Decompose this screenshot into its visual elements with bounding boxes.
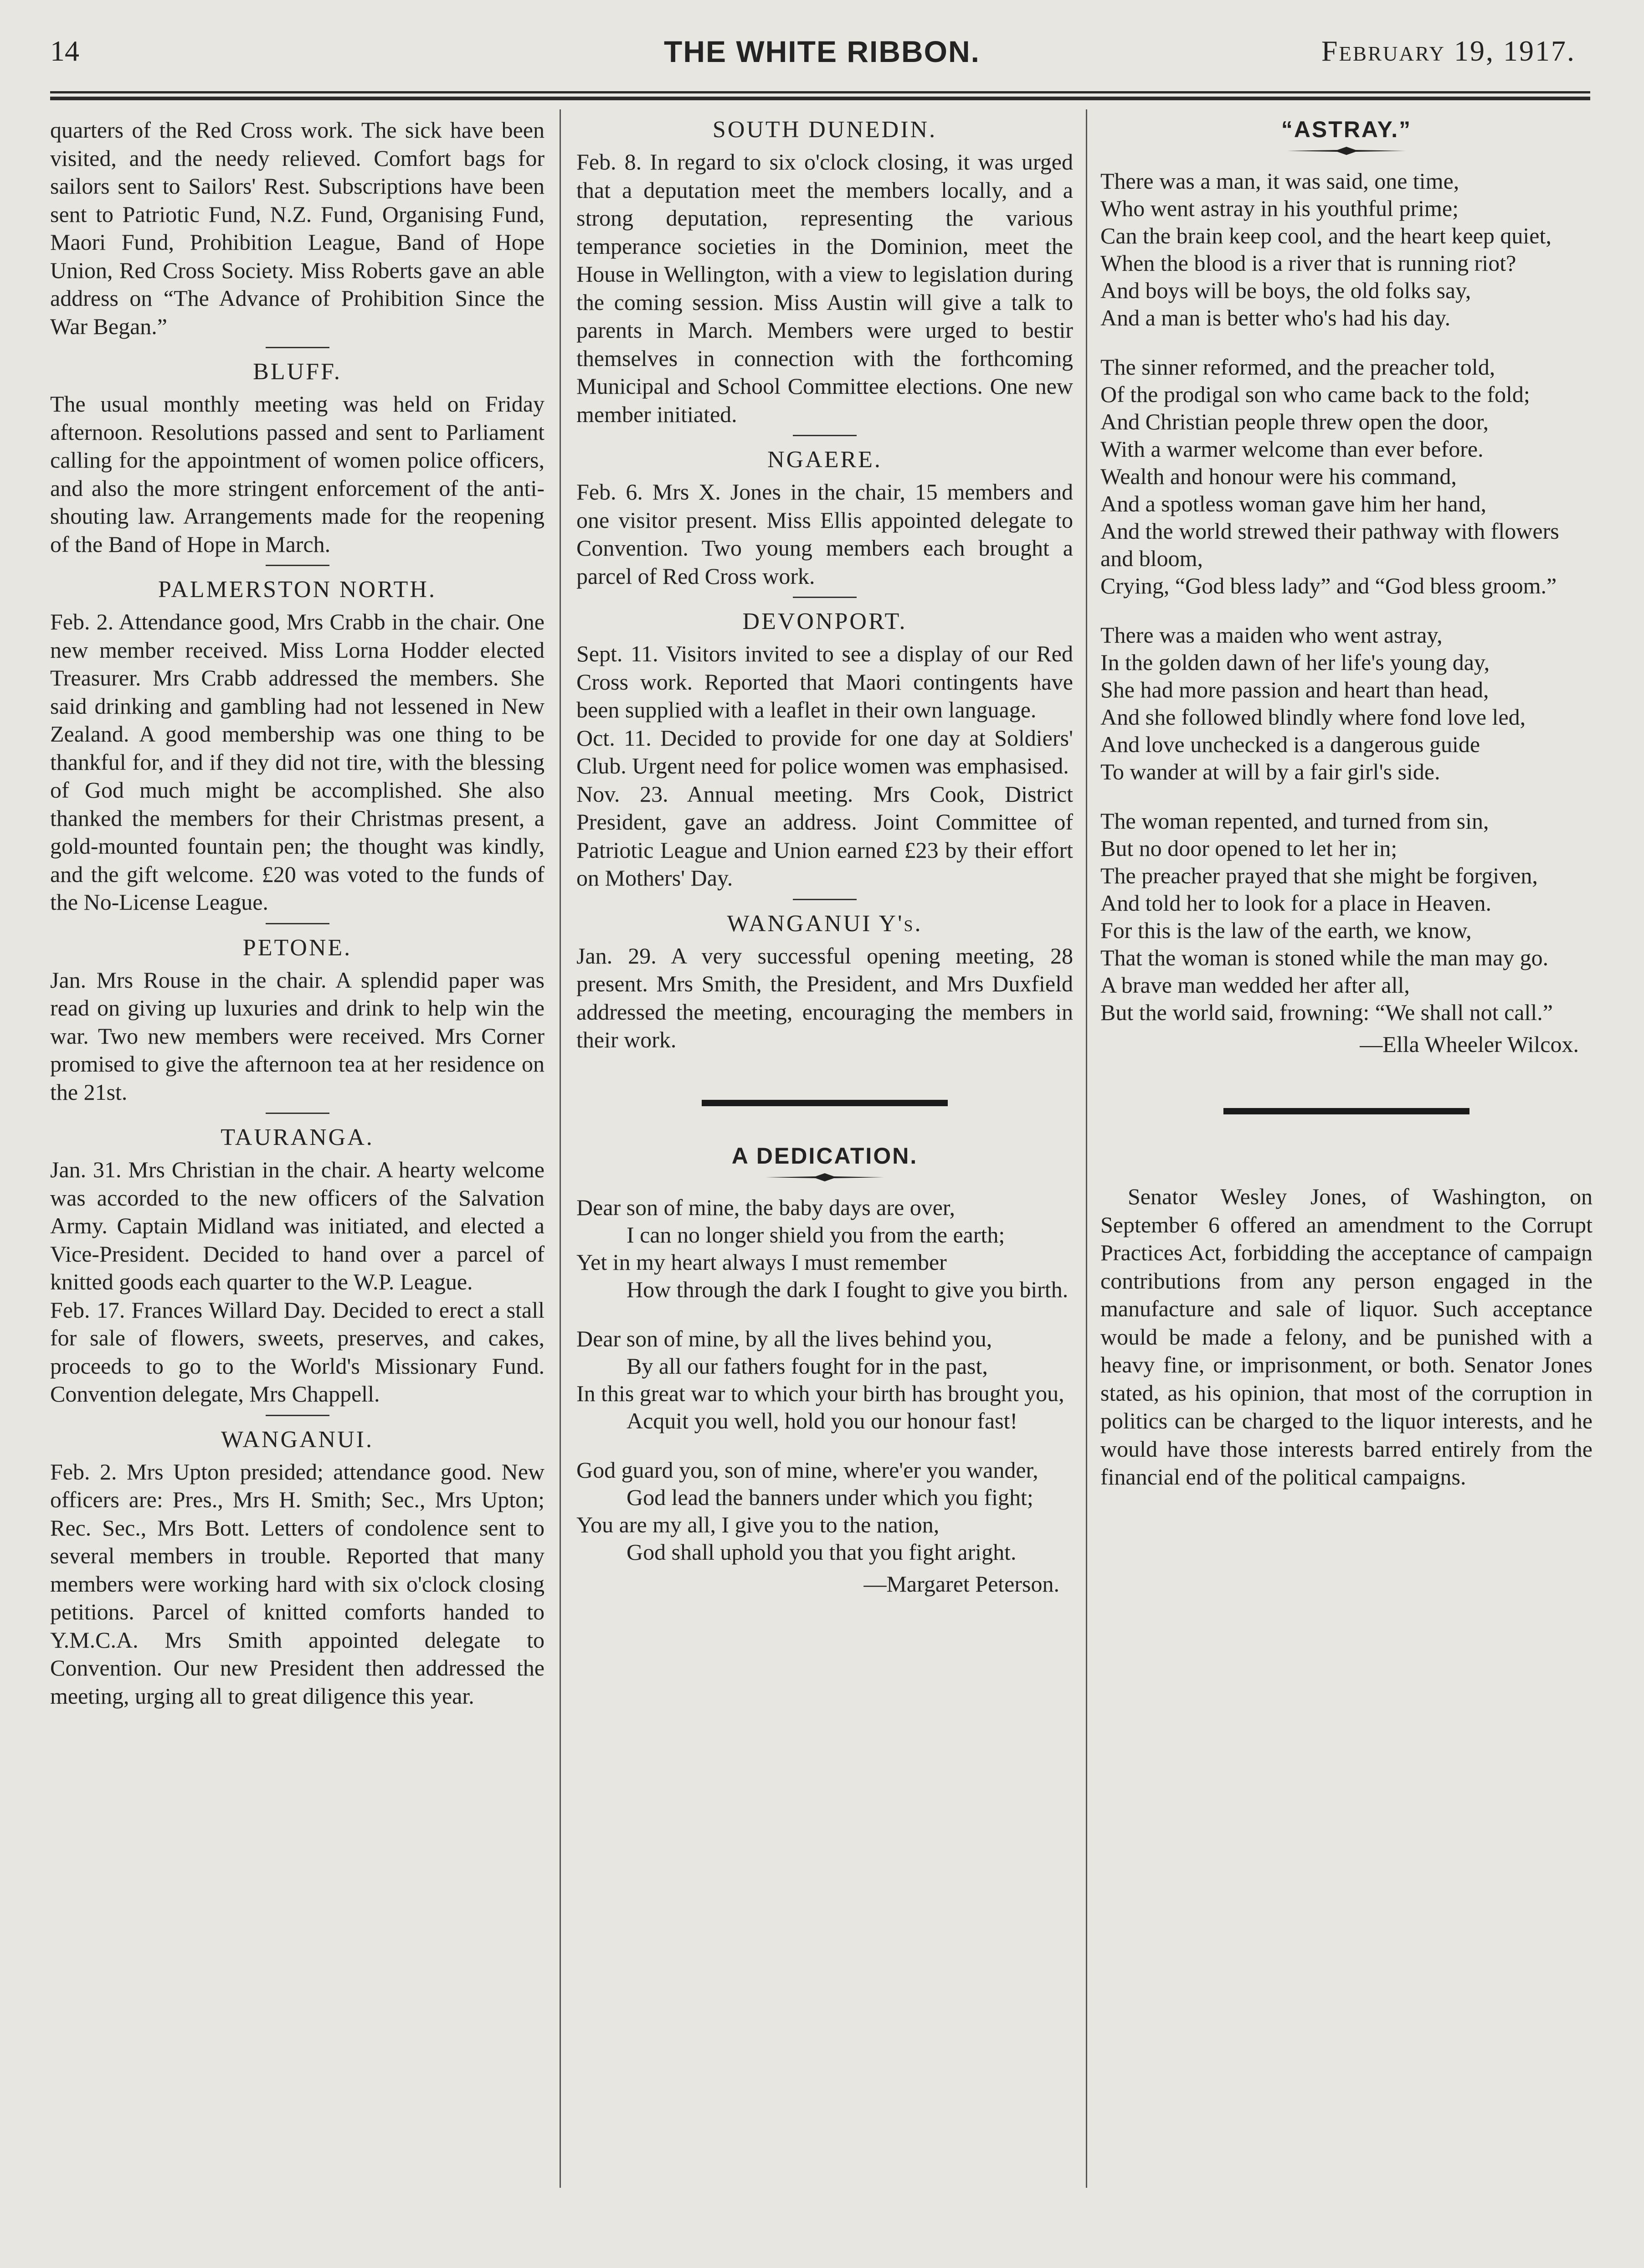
poem-stanza (576, 1325, 1073, 1434)
poem-line: And the world strewed their pathway with flowers and bloom, (1100, 518, 1559, 571)
poem-line: Acquit you well, hold you our honour fast! (627, 1407, 1018, 1433)
poem-line: That the woman is stoned while the man may go. (1100, 945, 1549, 970)
poem-stanza (1100, 807, 1593, 1026)
poem-line: But the world said, frowning: “We shall not call.” (1100, 1000, 1553, 1025)
poem-line: God lead the banners under which you fight; (627, 1484, 1033, 1510)
poem-line: And a man is better who's had his day. (1100, 305, 1451, 330)
poem-line: The sinner reformed, and the preacher told, (1100, 354, 1495, 380)
section-divider (793, 435, 857, 436)
poem-stanza (1100, 621, 1593, 785)
ornament-divider (1287, 145, 1406, 156)
ornament-divider (765, 1172, 884, 1183)
report-tauranga-feb: Feb. 17. Frances Willard Day. Decided to erect a stall for sale of flowers, sweets, preserves, and cakes, proceeds to go to the World's Missionary Fund. Convention delegate, Mrs Chappell. (50, 1297, 545, 1407)
poem-stanza (1100, 167, 1593, 331)
poem-line: There was a man, it was said, one time, (1100, 168, 1459, 194)
column-divider (1086, 109, 1087, 2188)
report-devonport-sept: Sept. 11. Visitors invited to see a display of our Red Cross work. Reported that Maori contingents have been supplied with a leaflet in their own language. (576, 641, 1073, 722)
poem-line: And love unchecked is a dangerous guide (1100, 732, 1480, 757)
poem-line: And a spotless woman gave him her hand, (1100, 491, 1487, 516)
page-number: 14 (50, 35, 79, 67)
report-continuation: quarters of the Red Cross work. The sick have been visited, and the needy relieved. Comfort bags for sailors sent to Sailors' Rest. Subscriptions have been sent to Patriotic Fund, N.Z. Fund, Organising Fund, Maori Fund, Prohibition League, Band of Hope Union, Red Cross Society. Miss Roberts gave an able address on “The Advance of Prohibition Since the War Began.” (50, 117, 545, 339)
column-right (1100, 116, 1593, 2249)
article-senator-jones: Senator Wesley Jones, of Washington, on September 6 offered an amendment to the Corrupt Practices Act, forbidding the acceptance of campaign contributions from any person engaged in the manufacture and sale of liquor. Such acceptance would be made a felony, and be punished with a heavy fine, or imprisonment, or both. Senator Jones stated, as his opinion, that most of the corruption in politics can be charged to the liquor interests, and he would have those interests barred entirely from the financial end of the political campaigns. (1100, 1184, 1593, 1490)
poem-stanza (1100, 353, 1593, 599)
poem-line: When the blood is a river that is running riot? (1100, 250, 1516, 276)
poem-line: Dear son of mine, the baby days are over, (576, 1194, 956, 1220)
section-divider (793, 597, 857, 598)
masthead-title: THE WHITE RIBBON. (664, 35, 980, 68)
poem-line: I can no longer shield you from the earth; (627, 1222, 1005, 1247)
separator-bar (702, 1100, 948, 1106)
poem-line: You are my all, I give you to the nation, (576, 1511, 940, 1537)
poem-line: To wander at will by a fair girl's side. (1100, 759, 1440, 784)
poem-line: God shall uphold you that you fight aright. (627, 1539, 1017, 1565)
section-title-wanganui: WANGANUI. (221, 1426, 374, 1453)
section-title-devonport: DEVONPORT. (742, 608, 907, 634)
header-rule-top (50, 91, 1590, 93)
section-divider (266, 1415, 329, 1416)
section-divider (266, 565, 329, 566)
poem-line: With a warmer welcome than ever before. (1100, 436, 1484, 462)
issue-date: February 19, 1917. (1321, 35, 1576, 67)
poem-line: Dear son of mine, by all the lives behind you, (576, 1325, 992, 1351)
section-divider (793, 899, 857, 900)
section-title-palmerston-north: PALMERSTON NORTH. (158, 577, 437, 603)
poem-line: There was a maiden who went astray, (1100, 622, 1443, 648)
report-devonport-oct: Oct. 11. Decided to provide for one day at Soldiers' Club. Urgent need for police women was emphasised. (576, 725, 1073, 778)
separator-bar (1223, 1108, 1469, 1114)
poem-stanza (576, 1194, 1073, 1303)
section-title-tauranga: TAURANGA. (221, 1124, 374, 1150)
poem-line: But no door opened to let her in; (1100, 835, 1397, 861)
report-wanganui-ys: Jan. 29. A very successful opening meeting, 28 present. Mrs Smith, the President, and Mrs Duxfield addressed the meeting, encouraging the members in their work. (576, 943, 1073, 1052)
poem-stanza (576, 1456, 1073, 1566)
poem-author: —Margaret Peterson. (863, 1571, 1059, 1597)
poem-line: Yet in my heart always I must remember (576, 1249, 947, 1275)
poem-title-astray: “ASTRAY.” (1281, 117, 1412, 142)
section-divider (266, 1113, 329, 1114)
column-divider (560, 109, 561, 2188)
poem-line: The preacher prayed that she might be forgiven, (1100, 863, 1538, 888)
poem-line: For this is the law of the earth, we know, (1100, 918, 1472, 943)
poem-line: Crying, “God bless lady” and “God bless groom.” (1100, 573, 1557, 598)
section-title-bluff: BLUFF. (253, 359, 342, 385)
poem-line: She had more passion and heart than head, (1100, 677, 1489, 702)
report-ngaere: Feb. 6. Mrs X. Jones in the chair, 15 members and one visitor present. Miss Ellis appointed delegate to Convention. Two young members each brought a parcel of Red Cross work. (576, 479, 1073, 589)
poem-line: The woman repented, and turned from sin, (1100, 808, 1489, 834)
poem-author: —Ella Wheeler Wilcox. (1360, 1031, 1579, 1057)
poem-line: How through the dark I fought to give you birth. (627, 1276, 1069, 1302)
poem-title-dedication: A DEDICATION. (731, 1143, 918, 1169)
report-petone: Jan. Mrs Rouse in the chair. A splendid paper was read on giving up luxuries and drink to help win the war. Two new members were received. Mrs Corner promised to give the afternoon tea at her residence on the 21st. (50, 967, 545, 1105)
poem-line: Can the brain keep cool, and the heart keep quiet, (1100, 223, 1552, 248)
header-rule-bottom (50, 97, 1590, 100)
poem-line: By all our fathers fought for in the past, (627, 1353, 988, 1379)
poem-line: Of the prodigal son who came back to the fold; (1100, 381, 1530, 407)
poem-line: And boys will be boys, the old folks say, (1100, 278, 1471, 303)
section-title-petone: PETONE. (242, 934, 352, 961)
report-palmerston-north: Feb. 2. Attendance good, Mrs Crabb in the chair. One new member received. Miss Lorna Hodder elected Treasurer. Mrs Crabb addressed the members. She said drinking and gambling had not lessened in New Zealand. A good membership was one thing to be thankful for, and if they did not tire, with the blessing of God much might be accomplished. She also thanked the members for their Christmas present, a gold-mounted fountain pen; the thought was kindly, and the gift welcome. £20 was voted to the funds of the No-License League. (50, 609, 545, 915)
poem-line: Who went astray in his youthful prime; (1100, 196, 1459, 221)
poem-line: God guard you, son of mine, where'er you wander, (576, 1457, 1038, 1483)
report-devonport-nov: Nov. 23. Annual meeting. Mrs Cook, District President, gave an address. Joint Committee of Patriotic League and Union earned £23 by their effort on Mothers' Day. (576, 781, 1073, 891)
poem-line: Wealth and honour were his command, (1100, 464, 1457, 489)
report-bluff: The usual monthly meeting was held on Friday afternoon. Resolutions passed and sent to Parliament calling for the appointment of women police officers, and also the more stringent enforcement of the anti-shouting law. Arrangements made for the reopening of the Band of Hope in March. (50, 391, 545, 557)
report-tauranga-jan: Jan. 31. Mrs Christian in the chair. A hearty welcome was accorded to the new officers of the Salvation Army. Captain Midland was initiated, and elected a Vice-President. Decided to hand over a parcel of knitted goods each quarter to the W.P. League. (50, 1157, 545, 1294)
poem-line: In the golden dawn of her life's young day, (1100, 649, 1490, 675)
report-south-dunedin: Feb. 8. In regard to six o'clock closing, it was urged that a deputation meet the members locally, and a strong deputation, representing the various temperance societies in the Dominion, meet the House in Wellington, with a view to legislation during the coming session. Miss Austin will give a talk to parents in March. Members were urged to bestir themselves in connection with the forthcoming Municipal and School Committee elections. One new member initiated. (576, 149, 1073, 427)
poem-line: And Christian people threw open the door, (1100, 409, 1489, 434)
section-divider (266, 923, 329, 924)
column-left (50, 116, 545, 2249)
poem-line: In this great war to which your birth has brought you, (576, 1380, 1064, 1406)
report-wanganui: Feb. 2. Mrs Upton presided; attendance good. New officers are: Pres., Mrs H. Smith; Sec., Mrs Upton; Rec. Sec., Mrs Bott. Letters of condolence sent to several members in trouble. Reported that many members were working hard with six o'clock closing petitions. Parcel of knitted comforts handed to Y.M.C.A. Mrs Smith appointed delegate to Convention. Our new President then addressed the meeting, urging all to great diligence this year. (50, 1459, 545, 1709)
column-middle (576, 116, 1073, 2249)
poem-line: A brave man wedded her after all, (1100, 972, 1410, 998)
section-title-ngaere: NGAERE. (767, 447, 882, 473)
poem-line: And she followed blindly where fond love led, (1100, 704, 1526, 730)
poem-line: And told her to look for a place in Heaven. (1100, 890, 1492, 916)
section-title-south-dunedin: SOUTH DUNEDIN. (712, 117, 937, 143)
section-divider (266, 347, 329, 348)
section-title-wanganui-ys: WANGANUI Y's. (727, 910, 923, 937)
